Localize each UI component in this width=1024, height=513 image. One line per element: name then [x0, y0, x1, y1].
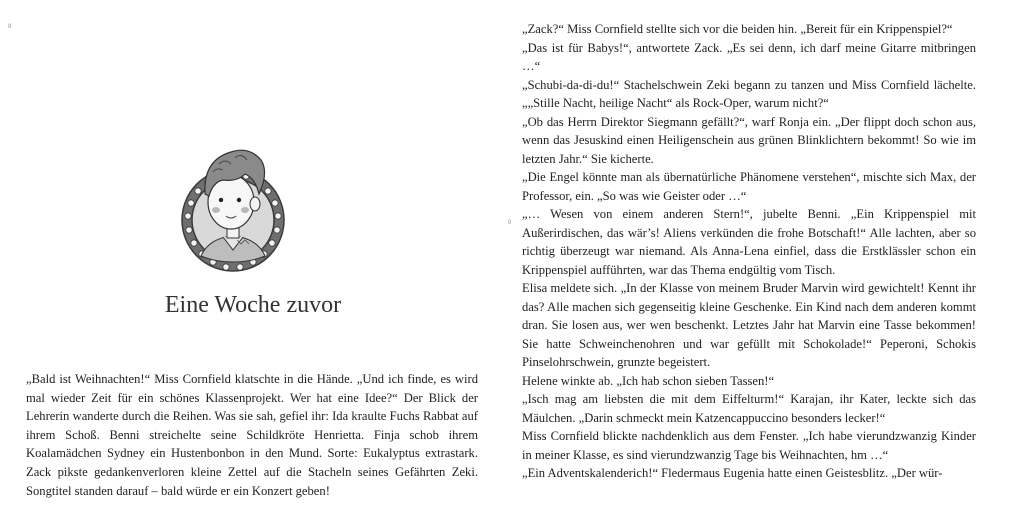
- boy-portrait-illustration: [179, 138, 287, 274]
- left-page: [0, 0, 500, 513]
- paragraph: „Die Engel könnte man als übernatürliche Phänomene verstehen“, mischte sich Max, der Professor, ein. „So was wie Geister oder …“: [522, 170, 976, 203]
- paragraph: „Das ist für Babys!“, antwortete Zack. „Es sei denn, ich darf meine Gitarre mitbringen …“: [522, 40, 976, 73]
- paragraph: „… Wesen von einem anderen Stern!“, jubelte Benni. „Ein Krippenspiel mit Außerirdischen, das wär’s! Aliens verkünden die frohe Botschaft!“ Alle lachten, aber so richtig überzeugt war niemand. Als Anna-Lena einfiel, dass die Erstklässler schon ein Krippenspiel aufführten, war das Thema endgültig vom Tisch.: [522, 207, 976, 277]
- paragraph: Miss Cornfield blickte nachdenklich aus dem Fenster. „Ich habe vierundzwanzig Kinder in meiner Klasse, es sind vierundzwanzig Tage bis Weihnachten, hm …“: [522, 429, 976, 462]
- paragraph: „Zack?“ Miss Cornfield stellte sich vor die beiden hin. „Bereit für ein Krippenspiel?“: [522, 22, 953, 36]
- paragraph: „Isch mag am liebsten die mit dem Eiffelturm!“ Karajan, ihr Kater, leckte sich das Mäulchen. „Darin schmeckt mein Katzencappuccino besonders lecker!“: [522, 392, 976, 425]
- page-number-left: 8: [8, 24, 12, 30]
- right-page: [500, 0, 1024, 513]
- paragraph: Elisa meldete sich. „In der Klasse von meinem Bruder Marvin wird gewichtelt! Kennt ihr das? Alle machen sich gegenseitig kleine Geschenke. Ein Kind nach dem anderen kommt dran. Sie losen aus, wer wen beschenkt. Letztes Jahr hat Marvin eine Tasse bekommen! Sie hatte Schweinchenohren und war gefüllt mit Schokolade!“ Peperoni, Schokis Pinselohrschwein, grunzte begeistert.: [522, 281, 976, 369]
- paragraph: Helene winkte ab. „Ich hab schon sieben Tassen!“: [522, 373, 775, 388]
- paragraph: „Ein Adventskalenderich!“ Fledermaus Eugenia hatte einen Geistesblitz. „Der wür-: [522, 466, 943, 480]
- body-paragraph: „Bald ist Weihnachten!“ Miss Cornfield klatschte in die Hände. „Und ich finde, es wird mal wieder Zeit für ein schönes Klassenprojekt. Wer hat eine Idee?“ Der Blick der Lehrerin wanderte durch die Reihen. Was sie sah, gefiel ihr: Ida kraulte Fuchs Rabbat auf ihrem Schoß. Benni streichelte seine Schildkröte Henrietta. Finja schob ihrem Koalamädchen Sydney ein Hustenbonbon in den Mund. Sorte: Eukalyptus extrastark. Zack pikste gedankenverloren kleine Zettel auf die Stacheln seines Gefährten Zeki. Songtitel standen darauf – bald würde er ein Konzert geben!: [26, 372, 478, 498]
- body-text: [522, 20, 976, 483]
- page-number-right: 9: [508, 220, 512, 226]
- chapter-title: Eine Woche zuvor: [164, 292, 342, 318]
- paragraph: „Ob das Herrn Direktor Siegmann gefällt?“, warf Ronja ein. „Der flippt doch schon aus, wenn das Jesuskind einen Heiligenschein aus grünen Blinklichtern bekommt! So wie im letzten Jahr.“ Sie kicherte.: [522, 114, 976, 166]
- paragraph: „Schubi-da-di-du!“ Stachelschwein Zeki begann zu tanzen und Miss Cornfield lächelte. „„Stille Nacht, heilige Nacht“ als Rock-Oper, warum nicht?“: [522, 77, 976, 110]
